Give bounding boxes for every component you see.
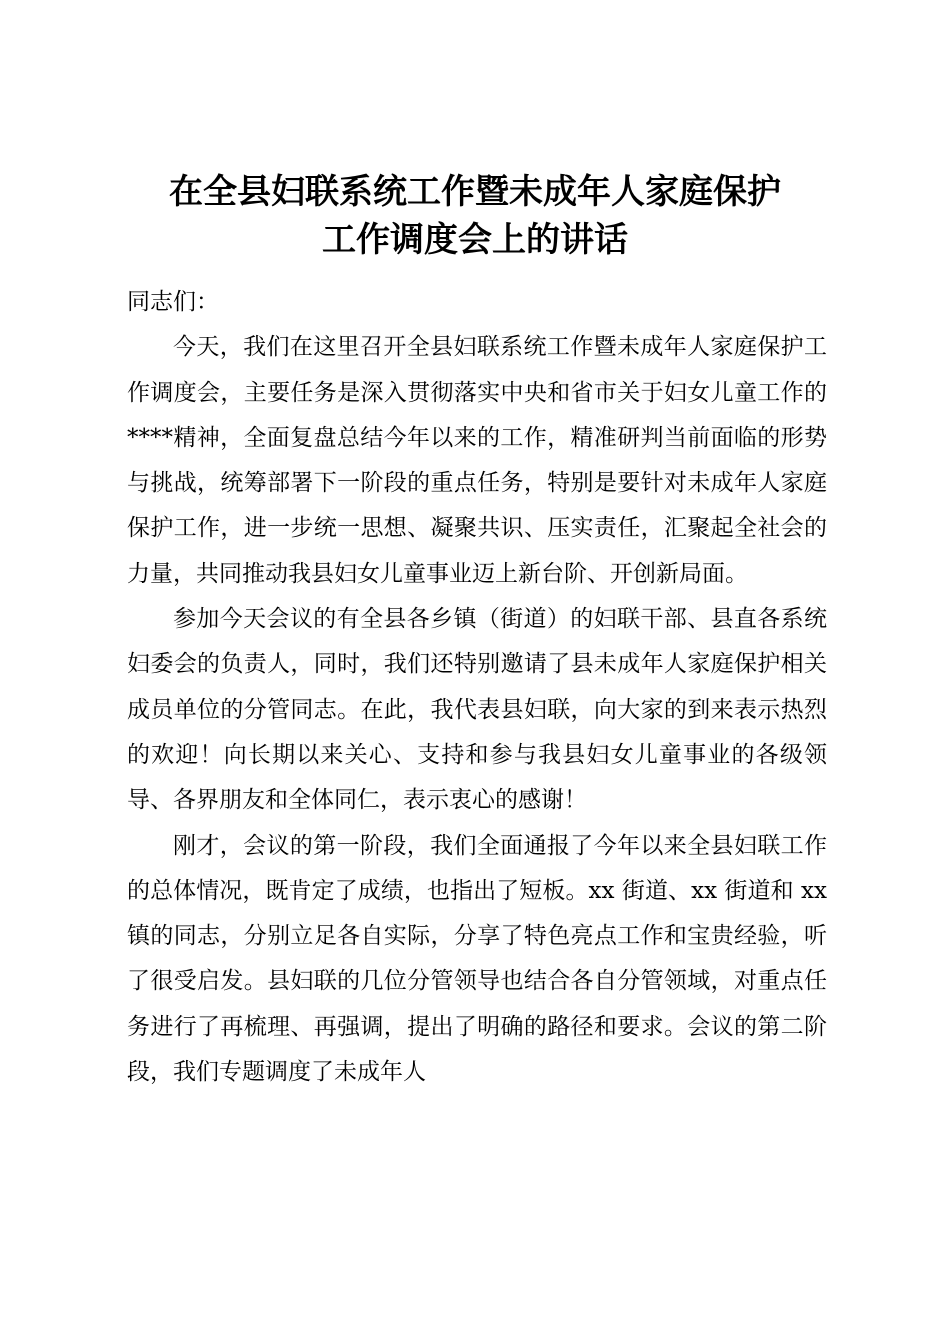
salutation: 同志们： (127, 289, 219, 315)
document-body (127, 280, 827, 1095)
document-title-line-2: 工作调度会上的讲话 (322, 220, 628, 260)
paragraph-3: 刚才，会议的第一阶段，我们全面通报了今年以来全县妇联工作的总体情况，既肯定了成绩，也指出了短板。xx 街道、xx 街道和 xx 镇的同志，分别立足各自实际，分享了特色亮点工作和宝贵经验，听了很受启发。县妇联的几位分管领导也结合各自分管领域，对重点任务进行了再梳理、再强调，提出了明确的路径和要求。会议的第二阶段，我们专题调度了未成年人 (127, 832, 827, 1086)
paragraph-1: 今天，我们在这里召开全县妇联系统工作暨未成年人家庭保护工作调度会，主要任务是深入贯彻落实中央和省市关于妇女儿童工作的****精神，全面复盘总结今年以来的工作，精准研判当前面临的形势与挑战，统筹部署下一阶段的重点任务，特别是要针对未成年人家庭保护工作，进一步统一思想、凝聚共识、压实责任，汇聚起全社会的力量，共同推动我县妇女儿童事业迈上新台阶、开创新局面。 (127, 334, 827, 587)
paragraph-2: 参加今天会议的有全县各乡镇（街道）的妇联干部、县直各系统妇委会的负责人，同时，我们还特别邀请了县未成年人家庭保护相关成员单位的分管同志。在此，我代表县妇联，向大家的到来表示热烈的欢迎！向长期以来关心、支持和参与我县妇女儿童事业的各级领导、各界朋友和全体同仁，表示衷心的感谢！ (127, 606, 827, 814)
document-title-line-1: 在全县妇联系统工作暨未成年人家庭保护 (169, 172, 781, 212)
